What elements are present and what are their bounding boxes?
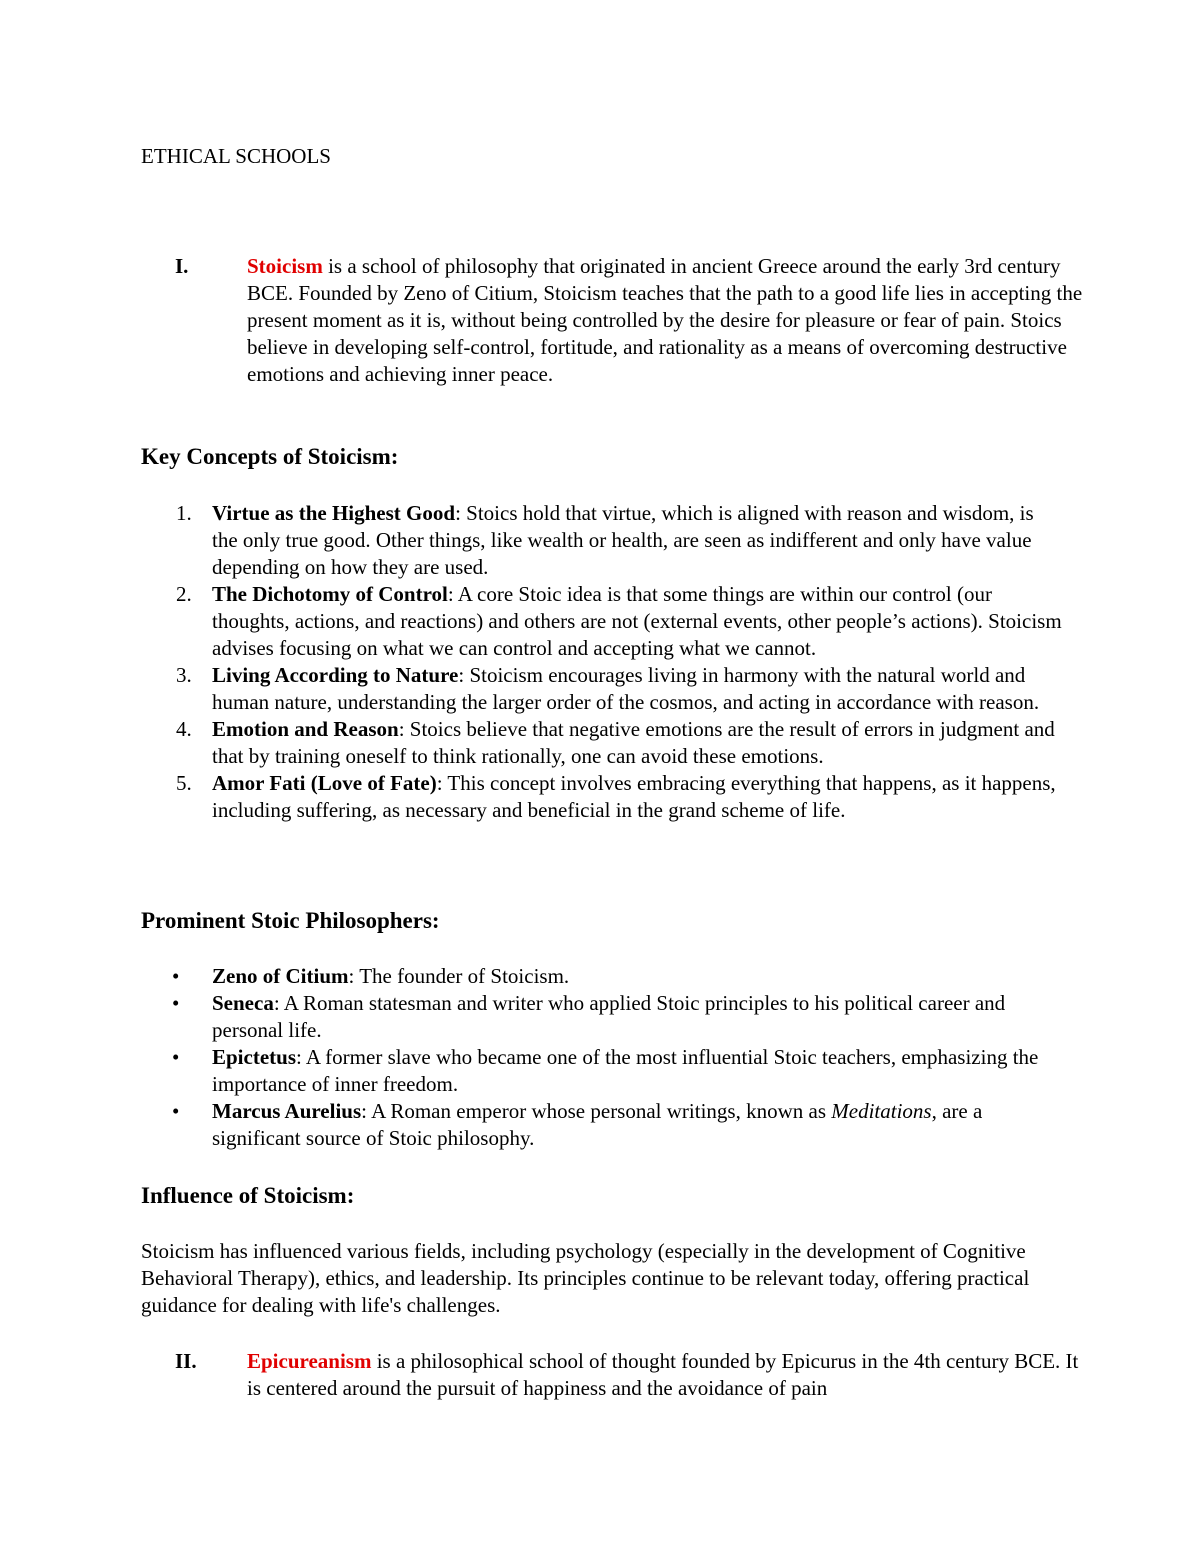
list-item-term: Zeno of Citium [212,964,349,988]
list-item-text [212,716,1062,770]
list-item [141,770,1141,824]
term-epicureanism: Epicureanism [247,1349,372,1373]
list-item-body-after: , are a significant source of Stoic philosophy. [212,1099,983,1150]
list-item [141,716,1141,770]
key-concepts-list [141,500,1141,824]
list-item-text [212,963,1062,990]
list-item-body: : A former slave who became one of the most influential Stoic teachers, emphasizing the importance of inner freedom. [212,1045,1039,1096]
list-number: 5. [176,771,192,795]
list-item-body: : A Roman statesman and writer who applied Stoic principles to his political career and personal life. [212,991,1006,1042]
list-item-body: : Stoics hold that virtue, which is aligned with reason and wisdom, is the only true good. Other things, like wealth or health, are seen as indifferent and only have value depending on how they are used. [212,501,1034,579]
heading-key-concepts: Key Concepts of Stoicism: [141,444,399,469]
document-title: ETHICAL SCHOOLS [141,144,331,168]
list-item-term: Amor Fati (Love of Fate) [212,771,437,795]
list-item-term: The Dichotomy of Control [212,582,448,606]
list-number: 1. [176,501,192,525]
list-item-text [212,1044,1062,1098]
list-item [141,581,1141,662]
list-item-text [212,500,1062,581]
list-item [141,1044,1141,1098]
bullet-icon: • [172,991,180,1015]
bullet-icon: • [172,964,180,988]
list-item-text [212,1098,1062,1152]
section-paragraph [247,1348,1087,1402]
list-item [141,990,1141,1044]
list-item [141,1098,1141,1152]
influence-paragraph: Stoicism has influenced various fields, including psychology (especially in the development of Cognitive Behavioral Therapy), ethics, and leadership. Its principles continue to be relevant today, offering practical guidance for dealing with life's challenges. [141,1239,1030,1317]
list-item-body: : The founder of Stoicism. [348,964,570,988]
list-item [141,662,1141,716]
bullet-icon: • [172,1045,180,1069]
list-item-body: : Stoicism encourages living in harmony with the natural world and human nature, understanding the larger order of the cosmos, and acting in accordance with reason. [212,663,1040,714]
list-item-body: : Stoics believe that negative emotions are the result of errors in judgment and that by training oneself to think rationally, one can avoid these emotions. [212,717,1055,768]
list-item-italic: Meditations [831,1099,932,1123]
section-marker: I. [175,254,189,278]
list-item-text [212,770,1062,824]
list-item-body: : A core Stoic idea is that some things are within our control (our thoughts, actions, and reactions) and others are not (external events, other people’s actions). Stoicism advises focusing on what we can control and accepting what we cannot. [212,582,1062,660]
list-item-term: Marcus Aurelius [212,1099,362,1123]
section-paragraph [247,253,1087,388]
list-item-text [212,990,1062,1044]
section-text: is a school of philosophy that originated in ancient Greece around the early 3rd century BCE. Founded by Zeno of Citium, Stoicism teaches that the path to a good life lies in accepting the present moment as it is, without being controlled by the desire for pleasure or fear of pain. Stoics believe in developing self-control, fortitude, and rationality as a means of overcoming destructive emotions and achieving inner peace. [247,254,1083,386]
list-item-term: Living According to Nature [212,663,459,687]
term-stoicism: Stoicism [247,254,323,278]
list-item-text [212,662,1062,716]
list-item-body: : A Roman emperor whose personal writings, known as [361,1099,832,1123]
list-item [141,963,1141,990]
list-number: 4. [176,717,192,741]
list-item-term: Epictetus [212,1045,296,1069]
list-number: 3. [176,663,192,687]
heading-influence: Influence of Stoicism: [141,1183,355,1208]
section-marker: II. [175,1349,197,1373]
list-item-body: : This concept involves embracing everything that happens, as it happens, including suffering, as necessary and beneficial in the grand scheme of life. [212,771,1056,822]
philosophers-list [141,963,1141,1152]
list-item-text [212,581,1062,662]
list-item-term: Seneca [212,991,274,1015]
bullet-icon: • [172,1099,180,1123]
heading-philosophers: Prominent Stoic Philosophers: [141,908,440,933]
list-item-term: Emotion and Reason [212,717,399,741]
list-number: 2. [176,582,192,606]
section-text: is a philosophical school of thought founded by Epicurus in the 4th century BCE. It is centered around the pursuit of happiness and the avoidance of pain [247,1349,1079,1400]
list-item [141,500,1141,581]
list-item-term: Virtue as the Highest Good [212,501,456,525]
